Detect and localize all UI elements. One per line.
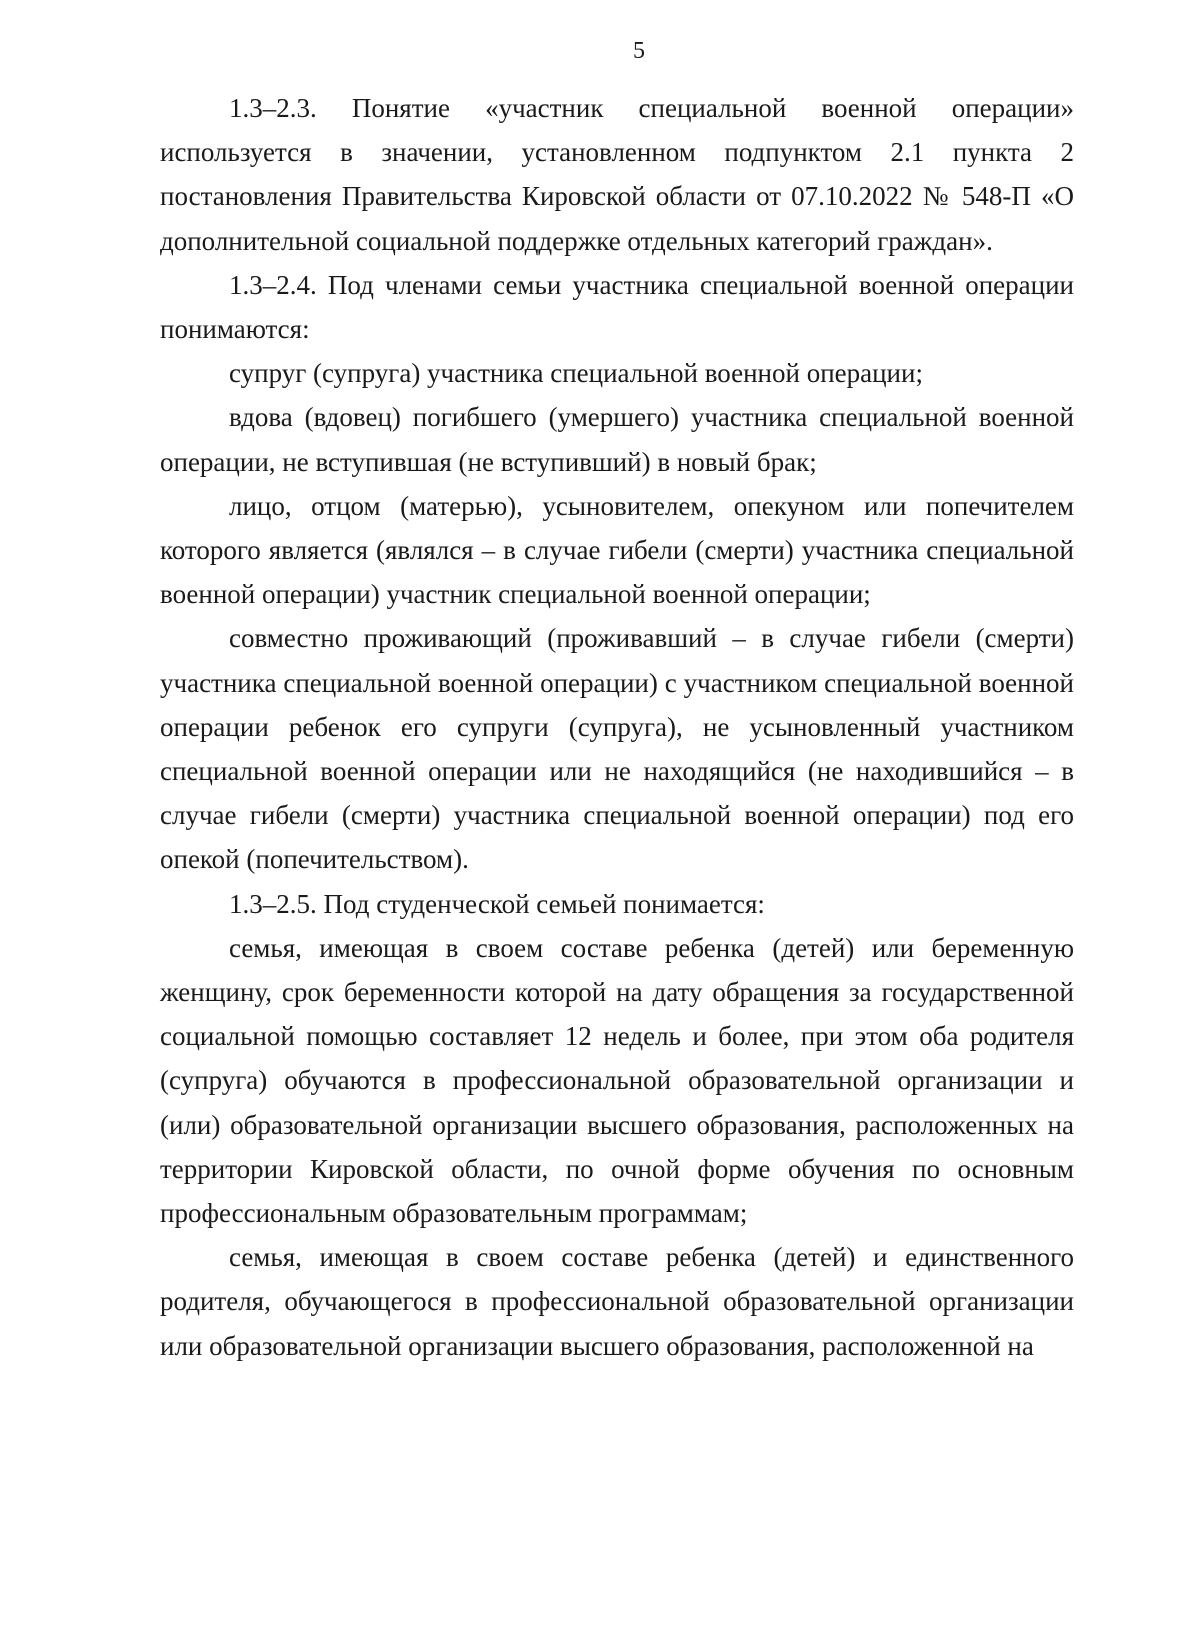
paragraph-1-3-2-3: 1.3–2.3. Понятие «участник специальной военной операции» используется в значении, установленном подпунктом 2.1 пункта 2 постановления Правительства Кировской области от 07.10.2022 № 548-П «О дополнительной социальной поддержке отдельных категорий граждан». [160, 93, 1074, 256]
document-body [160, 86, 1074, 1368]
list-item-student-family-single-parent: семья, имеющая в своем составе ребенка (детей) и единственного родителя, обучающегося в профессиональной образовательной организации или образовательной организации высшего образования, расположенной на [160, 1242, 1074, 1361]
paragraph-1-3-2-4: 1.3–2.4. Под членами семьи участника специальной военной операции понимаются: [160, 269, 1074, 345]
list-item-child-ward: лицо, отцом (матерью), усыновителем, опекуном или попечителем которого является (являлся – в случае гибели (смерти) участника специальной военной операции) участник специальной военной операции; [160, 490, 1074, 610]
paragraph-1-3-2-5: 1.3–2.5. Под студенческой семьей понимается: [229, 888, 765, 919]
list-item-widow: вдова (вдовец) погибшего (умершего) участника специальной военной операции, не вступившая (не вступивший) в новый брак; [160, 402, 1074, 477]
list-item-spouse: супруг (супруга) участника специальной военной операции; [229, 358, 923, 389]
list-item-student-family-both-parents: семья, имеющая в своем составе ребенка (детей) или беременную женщину, срок беременности которой на дату обращения за государственной социальной помощью составляет 12 недель и более, при этом оба родителя (супруга) обучаются в профессиональной образовательной организации и (или) образовательной организации высшего образования, расположенных на территории Кировской области, по очной форме обучения по основным профессиональным образовательным программам; [160, 932, 1074, 1229]
list-item-stepchild: совместно проживающий (проживавший – в случае гибели (смерти) участника специальной военной операции) с участником специальной военной операции ребенок его супруги (супруга), не усыновленный участником специальной военной операции или не находящийся (не находившийся – в случае гибели (смерти) участника специальной военной операции) под его опекой (попечительством). [160, 623, 1074, 875]
page-number: 5 [633, 38, 645, 64]
